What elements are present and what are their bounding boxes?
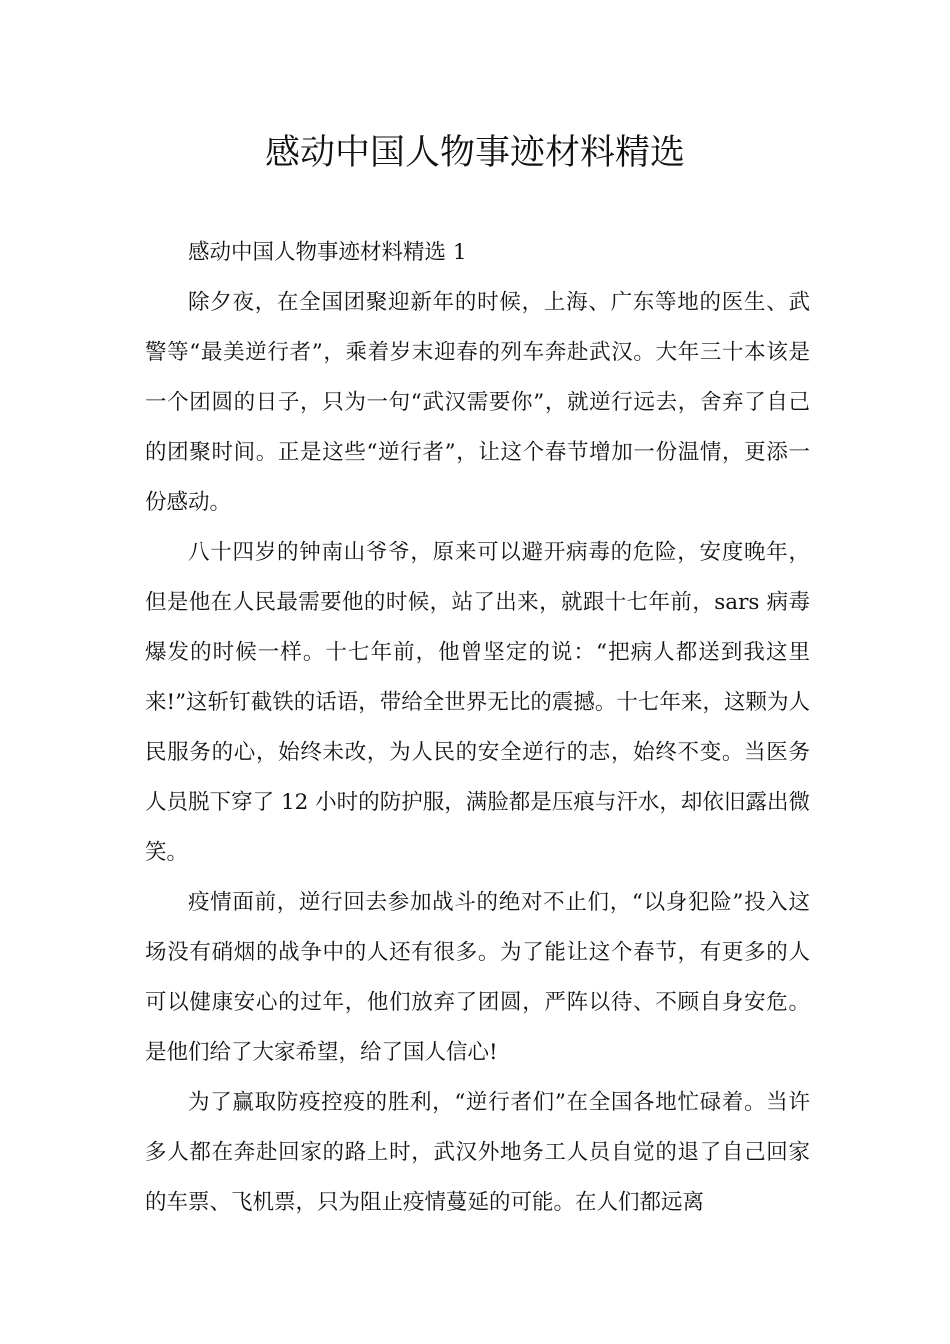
paragraph-1: 除夕夜，在全国团聚迎新年的时候，上海、广东等地的医生、武警等“最美逆行者”，乘着岁末迎春的列车奔赴武汉。大年三十本该是一个团圆的日子，只为一句“武汉需要你”，就逆行远去，舍弃了自己的团聚时间。正是这些“逆行者”，让这个春节增加一份温情，更添一份感动。 <box>145 290 810 515</box>
document-title: 感动中国人物事迹材料精选 <box>264 133 685 173</box>
section-heading: 感动中国人物事迹材料精选 1 <box>188 240 467 265</box>
document-body <box>145 228 810 1228</box>
paragraph-3: 疫情面前，逆行回去参加战斗的绝对不止们，“以身犯险”投入这场没有硝烟的战争中的人还有很多。为了能让这个春节，有更多的人可以健康安心的过年，他们放弃了团圆，严阵以待、不顾自身安危。是他们给了大家希望，给了国人信心! <box>145 890 810 1065</box>
paragraph-4: 为了赢取防疫控疫的胜利，“逆行者们”在全国各地忙碌着。当许多人都在奔赴回家的路上时，武汉外地务工人员自觉的退了自己回家的车票、飞机票，只为阻止疫情蔓延的可能。在人们都远离 <box>145 1090 810 1215</box>
paragraph-2: 八十四岁的钟南山爷爷，原来可以避开病毒的危险，安度晚年，但是他在人民最需要他的时候，站了出来，就跟十七年前，sars 病毒爆发的时候一样。十七年前，他曾坚定的说：“把病人都送到我这里来!”这斩钉截铁的话语，带给全世界无比的震撼。十七年来，这颗为人民服务的心，始终未改，为人民的安全逆行的志，始终不变。当医务人员脱下穿了 12 小时的防护服，满脸都是压痕与汗水，却依旧露出微笑。 <box>145 540 810 865</box>
